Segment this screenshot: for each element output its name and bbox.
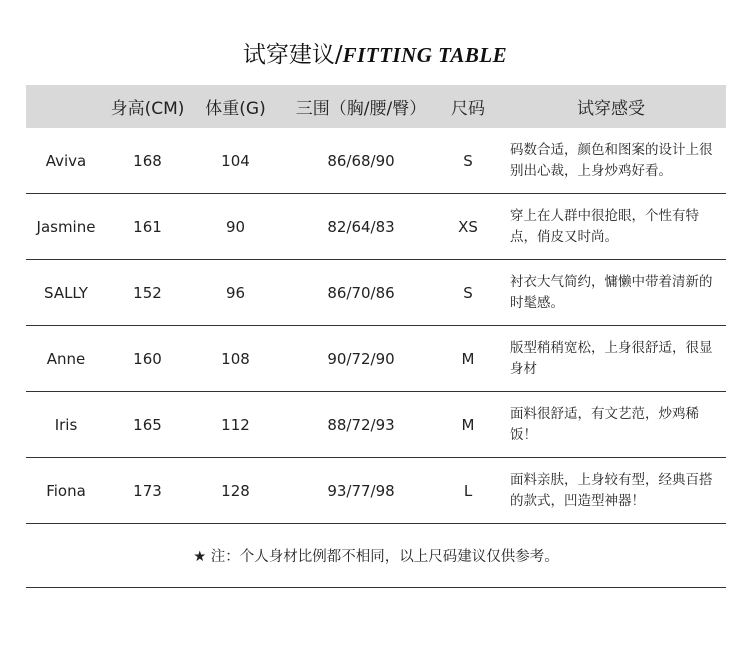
header-measurements: 三围（胸/腰/臀） — [295, 99, 427, 119]
table-row — [26, 260, 726, 326]
model-name: Iris — [54, 415, 78, 434]
model-measurements: 90/72/90 — [327, 349, 395, 368]
model-size: XS — [458, 217, 478, 236]
model-weight: 112 — [221, 415, 250, 434]
model-feedback: 穿上在人群中很抢眼，个性有特点，俏皮又时尚。 — [510, 207, 699, 245]
model-measurements: 82/64/83 — [327, 217, 395, 236]
model-weight: 104 — [221, 151, 250, 170]
table-row — [26, 458, 726, 524]
title-english: FITTING TABLE — [342, 43, 508, 67]
table-row — [26, 392, 726, 458]
model-name: Anne — [46, 349, 86, 368]
model-size: M — [461, 415, 475, 434]
model-feedback: 面料很舒适，有文艺范，炒鸡稀饭！ — [510, 405, 699, 443]
title-chinese: 试穿建议/ — [242, 42, 343, 68]
header-weight: 体重(G) — [205, 99, 266, 119]
fitting-table — [26, 85, 726, 588]
page-title — [0, 38, 750, 72]
model-measurements: 93/77/98 — [327, 481, 395, 500]
table-row — [26, 194, 726, 260]
model-name: SALLY — [44, 283, 88, 302]
model-weight: 90 — [225, 217, 246, 236]
model-feedback: 面料亲肤，上身较有型，经典百搭的款式，凹造型神器！ — [510, 471, 713, 509]
header-height: 身高(CM) — [110, 99, 185, 119]
model-feedback: 码数合适，颜色和图案的设计上很别出心裁，上身炒鸡好看。 — [510, 141, 713, 179]
model-feedback: 版型稍稍宽松，上身很舒适，很显身材 — [510, 339, 713, 377]
model-size: M — [461, 349, 475, 368]
model-size: L — [463, 481, 473, 500]
table-body — [26, 128, 726, 524]
model-name: Fiona — [46, 481, 86, 500]
model-height: 165 — [133, 415, 162, 434]
model-weight: 108 — [221, 349, 250, 368]
model-height: 161 — [133, 217, 162, 236]
model-size: S — [463, 151, 473, 170]
model-height: 160 — [133, 349, 162, 368]
model-measurements: 86/68/90 — [327, 151, 395, 170]
model-size: S — [463, 283, 473, 302]
model-weight: 96 — [225, 283, 246, 302]
model-height: 152 — [133, 283, 162, 302]
model-height: 168 — [133, 151, 162, 170]
table-row — [26, 326, 726, 392]
model-name: Jasmine — [36, 217, 96, 236]
model-measurements: 88/72/93 — [327, 415, 395, 434]
model-name: Aviva — [45, 151, 87, 170]
model-measurements: 86/70/86 — [327, 283, 395, 302]
model-feedback: 衬衣大气简约，慵懒中带着清新的时髦感。 — [510, 273, 713, 311]
size-disclaimer-note: ★ 注：个人身材比例都不相同，以上尺码建议仅供参考。 — [26, 524, 726, 588]
header-size: 尺码 — [451, 99, 485, 119]
model-weight: 128 — [221, 481, 250, 500]
table-header — [26, 85, 726, 128]
header-feedback: 试穿感受 — [577, 99, 645, 119]
model-height: 173 — [133, 481, 162, 500]
table-row — [26, 128, 726, 194]
